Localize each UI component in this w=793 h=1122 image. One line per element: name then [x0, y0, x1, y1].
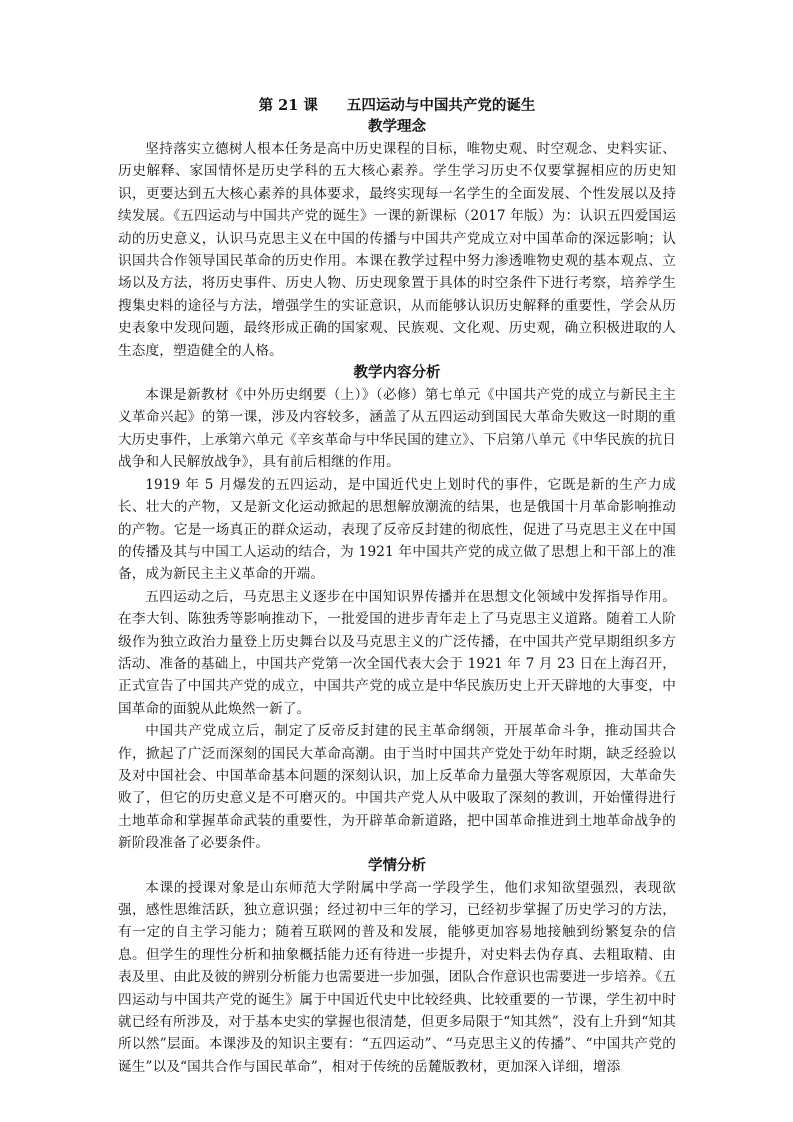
paragraph: 本课是新教材《中外历史纲要（上）》（必修）第七单元《中国共产党的成立与新民主主义革命兴起》的第一课，涉及内容较多，涵盖了从五四运动到国民大革命失败这一时期的重大历史事件，上承第六单元《辛亥革命与中华民国的建立》、下启第八单元《中华民族的抗日战争和人民解放战争》，具有前后相继的作用。: [118, 387, 676, 471]
paragraph: 1919 年 5 月爆发的五四运动，是中国近代史上划时代的事件，它既是新的生产力成长、壮大的产物，又是新文化运动掀起的思想解放潮流的结果，也是俄国十月革命影响推动的产物。它是一场真正的群众运动，表现了反帝反封建的彻底性，促进了马克思主义在中国的传播及其与中国工人运动的结合，为 1921 年中国共产党的成立做了思想上和干部上的准备，成为新民主主义革命的开端。: [118, 476, 676, 583]
section-content-analysis: [118, 362, 676, 855]
paragraph: 五四运动之后，马克思主义逐步在中国知识界传播并在思想文化领域中发挥指导作用。在李大钊、陈独秀等影响推动下，一批爱国的进步青年走上了马克思主义道路。随着工人阶级作为独立政治力量登上历史舞台以及马克思主义的广泛传播，在中国共产党早期组织多方活动、准备的基础上，中国共产党第一次全国代表大会于 1921 年 7 月 23 日在上海召开，正式宣告了中国共产党的成立，中国共产党的成立是中华民族历史上开天辟地的大事变，中国革命的面貌从此焕然一新了。: [118, 588, 676, 717]
paragraph: 中国共产党成立后，制定了反帝反封建的民主革命纲领，开展革命斗争，推动国共合作，掀起了广泛而深刻的国民大革命高潮。由于当时中国共产党处于幼年时期，缺乏经验以及对中国社会、中国革命基本问题的深刻认识，加上反革命力量强大等客观原因，大革命失败了，但它的历史意义是不可磨灭的。中国共产党人从中吸取了深刻的教训，开始懂得进行土地革命和掌握革命武装的重要性，为开辟革命新道路，把中国革命推进到土地革命战争的新阶段准备了必要条件。: [118, 723, 676, 852]
paragraph: 本课的授课对象是山东师范大学附属中学高一学段学生，他们求知欲望强烈，表现欲强，感性思维活跃，独立意识强；经过初中三年的学习，已经初步掌握了历史学习的方法，有一定的自主学习能力；随着互联网的普及和发展，能够更加容易地接触到纷繁复杂的信息。但学生的理性分析和抽象概括能力还有待进一步提升，对史料去伪存真、去粗取精、由表及里、由此及彼的辨别分析能力也需要进一步加强，团队合作意识也需要进一步培养。《五四运动与中国共产党的诞生》属于中国近代史中比较经典、比较重要的一节课，学生初中时就已经有所涉及，对于基本史实的掌握也很清楚，但更多局限于“知其然”，没有上升到“知其所以然”层面。本课涉及的知识主要有：“五四运动”、“马克思主义的传播”、“中国共产党的诞生”以及“国共合作与国民革命”，相对于传统的岳麓版教材，更加深入详细，增添: [118, 879, 676, 1075]
section-learner-analysis: [118, 855, 676, 1079]
section-heading: 学情分析: [368, 856, 426, 874]
lesson-title: 第 21 课 五四运动与中国共产党的诞生: [258, 97, 536, 114]
document-page: [118, 96, 676, 1078]
paragraph: 坚持落实立德树人根本任务是高中历史课程的目标，唯物史观、时空观念、史料实证、历史解释、家国情怀是历史学科的五大核心素养。学生学习历史不仅要掌握相应的历史知识，更要达到五大核心素养的具体要求，最终实现每一名学生的全面发展、个性发展以及持续发展。《五四运动与中国共产党的诞生》一课的新课标（2017 年版）为：认识五四爱国运动的历史意义，认识马克思主义在中国的传播与中国共产党成立对中国革命的深远影响；认识国共合作领导国民革命的历史作用。本课在教学过程中努力渗透唯物史观的基本观点、立场以及方法，将历史事件、历史人物、历史现象置于具体的时空条件下进行考察，培养学生搜集史料的途径与方法，增强学生的实证意识，从而能够认识历史解释的重要性，学会从历史表象中发现问题，最终形成正确的国家观、民族观、文化观、历史观，确立积极进取的人生态度，塑造健全的人格。: [118, 141, 676, 359]
section-teaching-philosophy: [118, 116, 676, 362]
section-heading: 教学内容分析: [353, 364, 441, 382]
section-heading: 教学理念: [368, 118, 426, 135]
